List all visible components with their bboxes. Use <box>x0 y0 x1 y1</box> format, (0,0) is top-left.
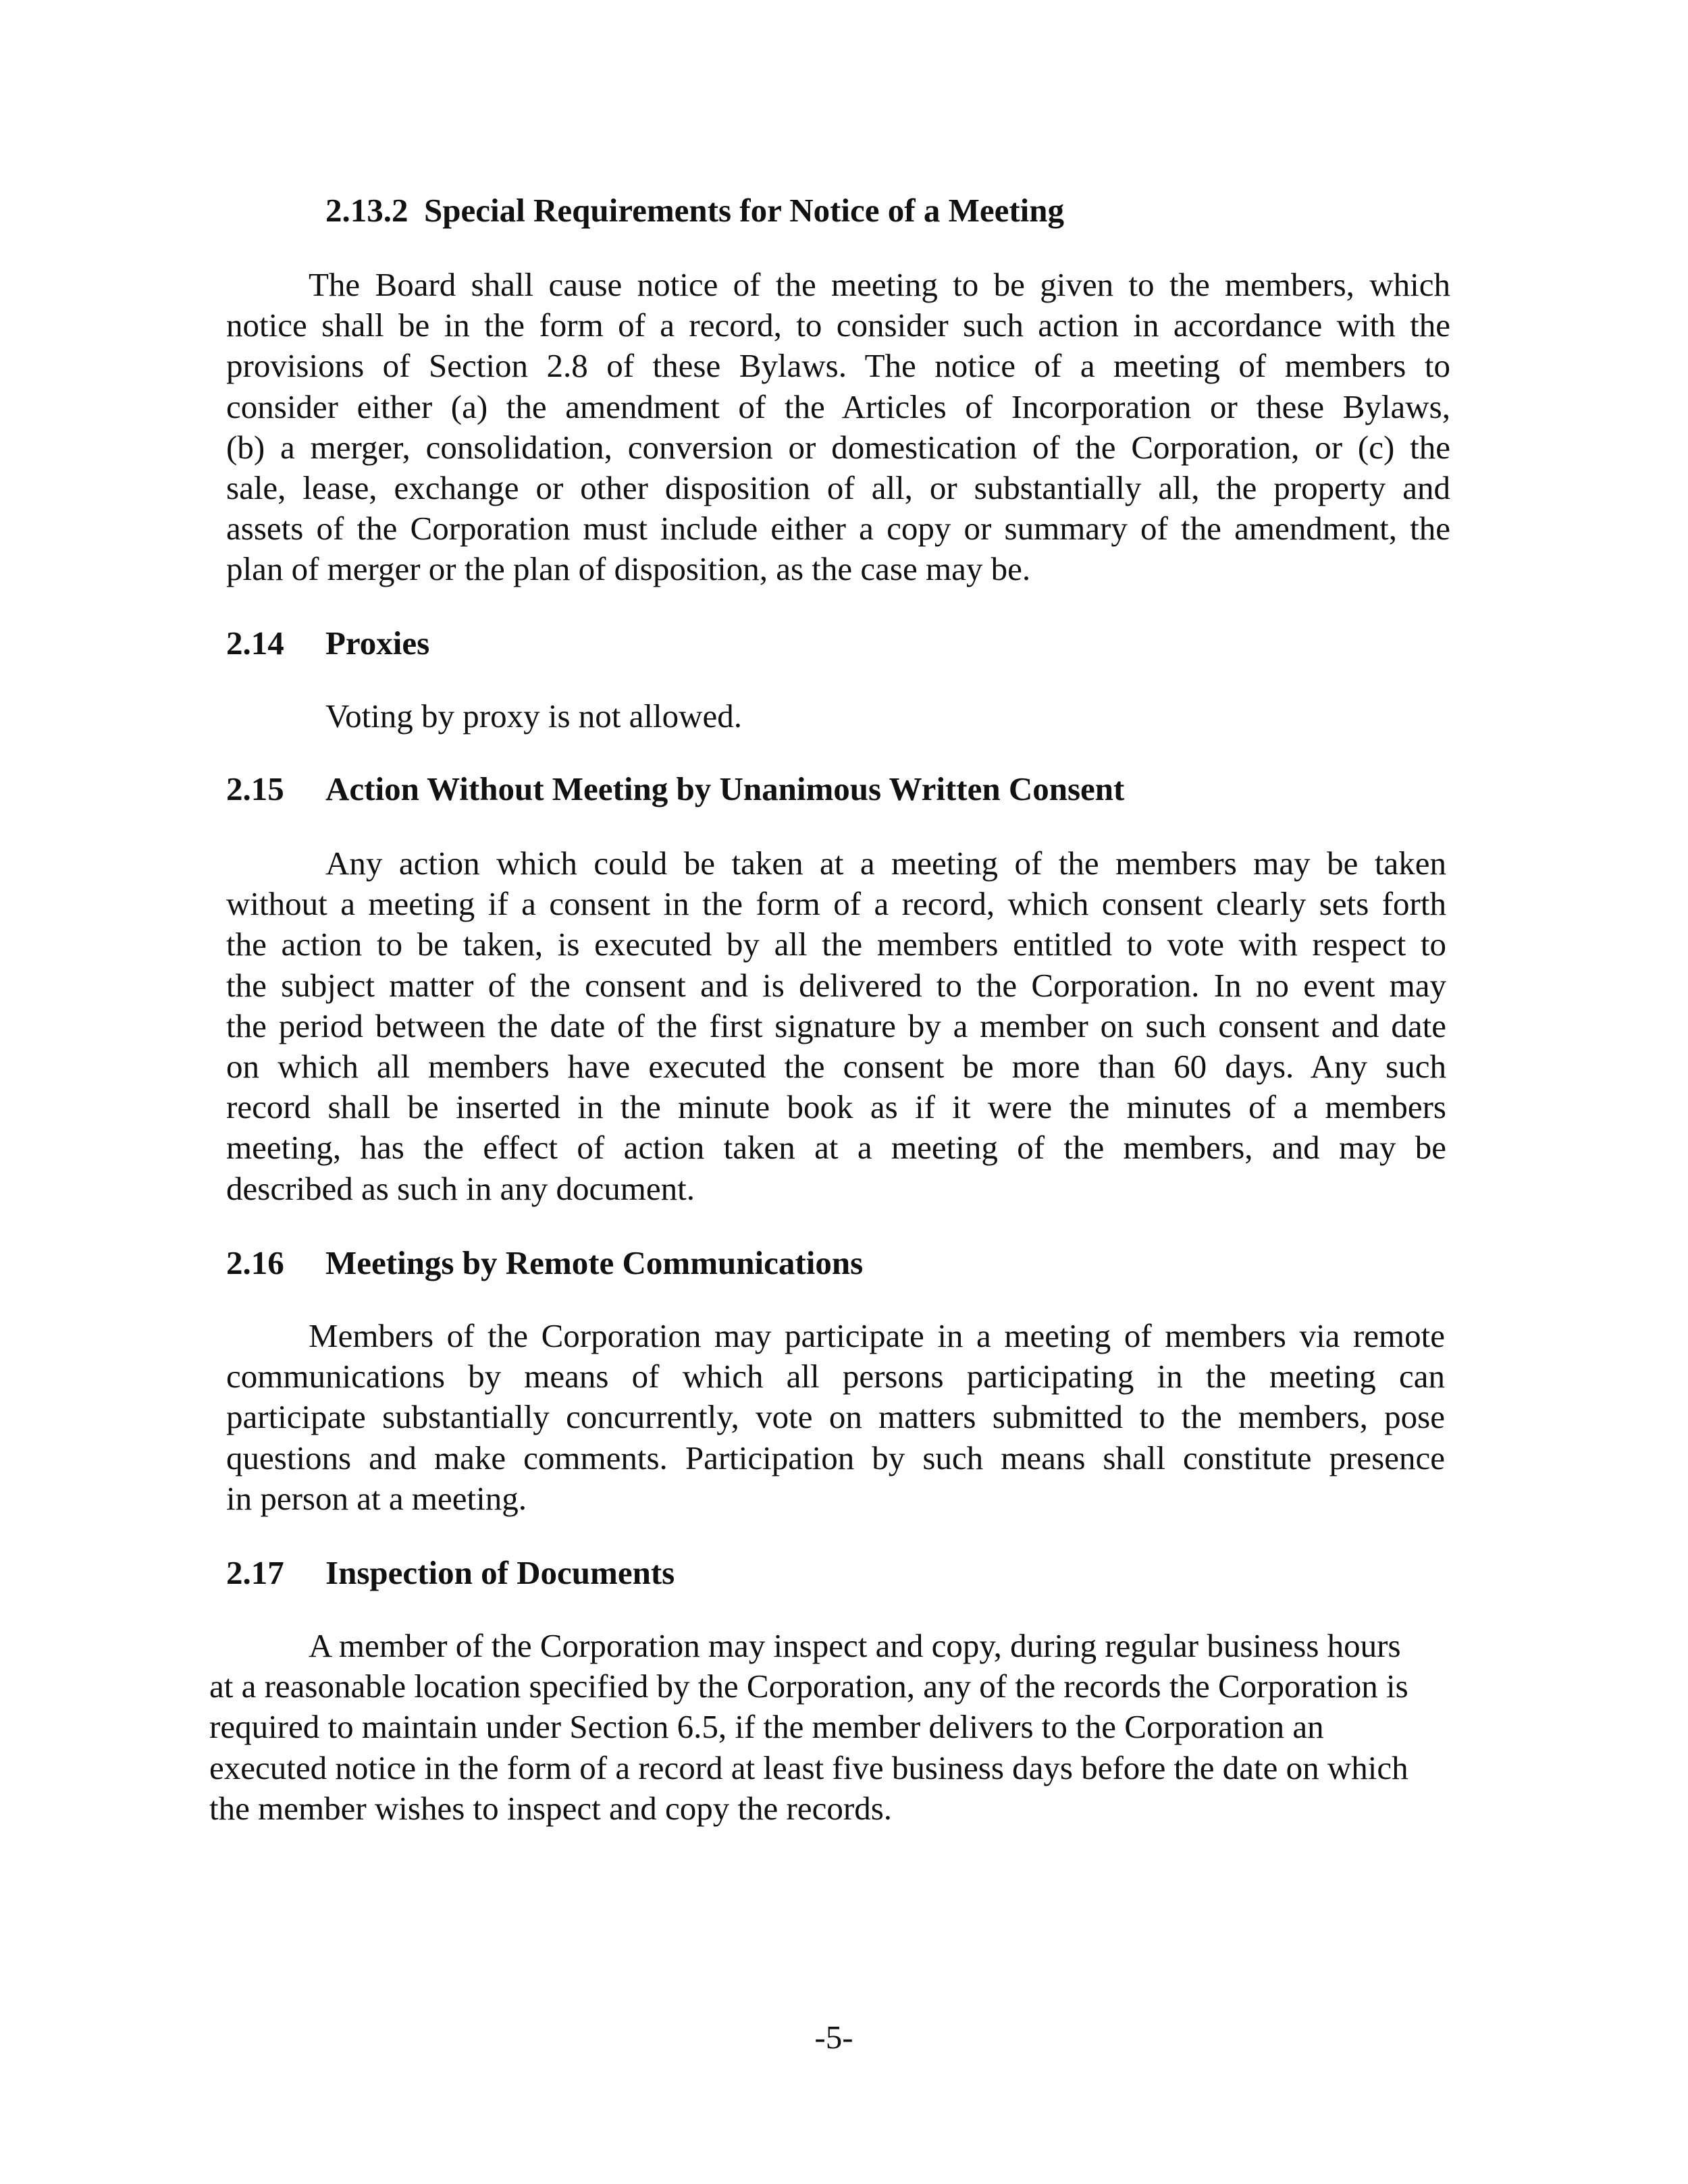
section-heading: Meetings by Remote Communications <box>325 1244 864 1281</box>
section-paragraph <box>209 1626 1494 1829</box>
text-line: plan of merger or the plan of disposition, as the case may be. <box>226 550 1031 588</box>
text-line: in person at a meeting. <box>226 1479 527 1517</box>
section-heading: Inspection of Documents <box>325 1554 675 1591</box>
text-line: the member wishes to inspect and copy the records. <box>209 1789 893 1827</box>
section-paragraph <box>226 265 1450 590</box>
text-line: record shall be inserted in the minute book as if it were the minutes of a members <box>226 1088 1446 1126</box>
text-line: The Board shall cause notice of the meeting to be given to the members, which <box>309 266 1450 303</box>
section-number: 2.17 <box>226 1554 284 1591</box>
text-line: required to maintain under Section 6.5, if the member delivers to the Corporation an <box>209 1708 1324 1746</box>
text-line: provisions of Section 2.8 of these Bylaws. The notice of a meeting of members to <box>226 347 1450 385</box>
text-line: at a reasonable location specified by the Corporation, any of the records the Corporation is <box>209 1668 1408 1705</box>
text-line: questions and make comments. Participation by such means shall constitute presence <box>226 1439 1445 1476</box>
text-line: Members of the Corporation may participate in a meeting of members via remote <box>309 1317 1445 1354</box>
text-line: the action to be taken, is executed by all the members entitled to vote with respect to <box>226 926 1446 963</box>
page-number: -5- <box>814 2019 853 2056</box>
text-line: without a meeting if a consent in the form of a record, which consent clearly sets forth <box>226 885 1446 923</box>
text-line: the subject matter of the consent and is delivered to the Corporation. In no event may <box>226 966 1446 1004</box>
section-heading: Proxies <box>325 624 430 662</box>
text-line: participate substantially concurrently, vote on matters submitted to the members, pose <box>226 1398 1445 1436</box>
text-line: communications by means of which all persons participating in the meeting can <box>226 1358 1445 1395</box>
section-paragraph <box>226 1316 1445 1519</box>
section-heading: Special Requirements for Notice of a Meeting <box>424 192 1065 229</box>
text-line: consider either (a) the amendment of the Articles of Incorporation or these Bylaws, <box>226 388 1450 425</box>
text-line: A member of the Corporation may inspect and copy, during regular business hours <box>309 1627 1401 1664</box>
section-paragraph <box>325 696 1450 737</box>
text-line: (b) a merger, consolidation, conversion or domestication of the Corporation, or (c) the <box>226 428 1450 466</box>
text-line: executed notice in the form of a record at least five business days before the date on which <box>209 1749 1408 1786</box>
text-line: described as such in any document. <box>226 1169 695 1207</box>
text-line: meeting, has the effect of action taken at a meeting of the members, and may be <box>226 1129 1446 1167</box>
section-heading: Action Without Meeting by Unanimous Written Consent <box>325 770 1125 807</box>
text-line: Voting by proxy is not allowed. <box>325 697 743 735</box>
section-number: 2.14 <box>226 624 284 662</box>
section-number: 2.15 <box>226 770 284 807</box>
text-line: the period between the date of the first signature by a member on such consent and date <box>226 1007 1446 1044</box>
section-number: 2.13.2 <box>325 192 408 229</box>
section-paragraph <box>226 843 1446 1209</box>
text-line: notice shall be in the form of a record, to consider such action in accordance with the <box>226 307 1450 344</box>
text-line: Any action which could be taken at a meeting of the members may be taken <box>325 845 1446 882</box>
text-line: sale, lease, exchange or other disposition of all, or substantially all, the property and <box>226 469 1450 507</box>
text-line: assets of the Corporation must include either a copy or summary of the amendment, the <box>226 510 1450 548</box>
section-number: 2.16 <box>226 1244 284 1281</box>
text-line: on which all members have executed the consent be more than 60 days. Any such <box>226 1048 1446 1086</box>
